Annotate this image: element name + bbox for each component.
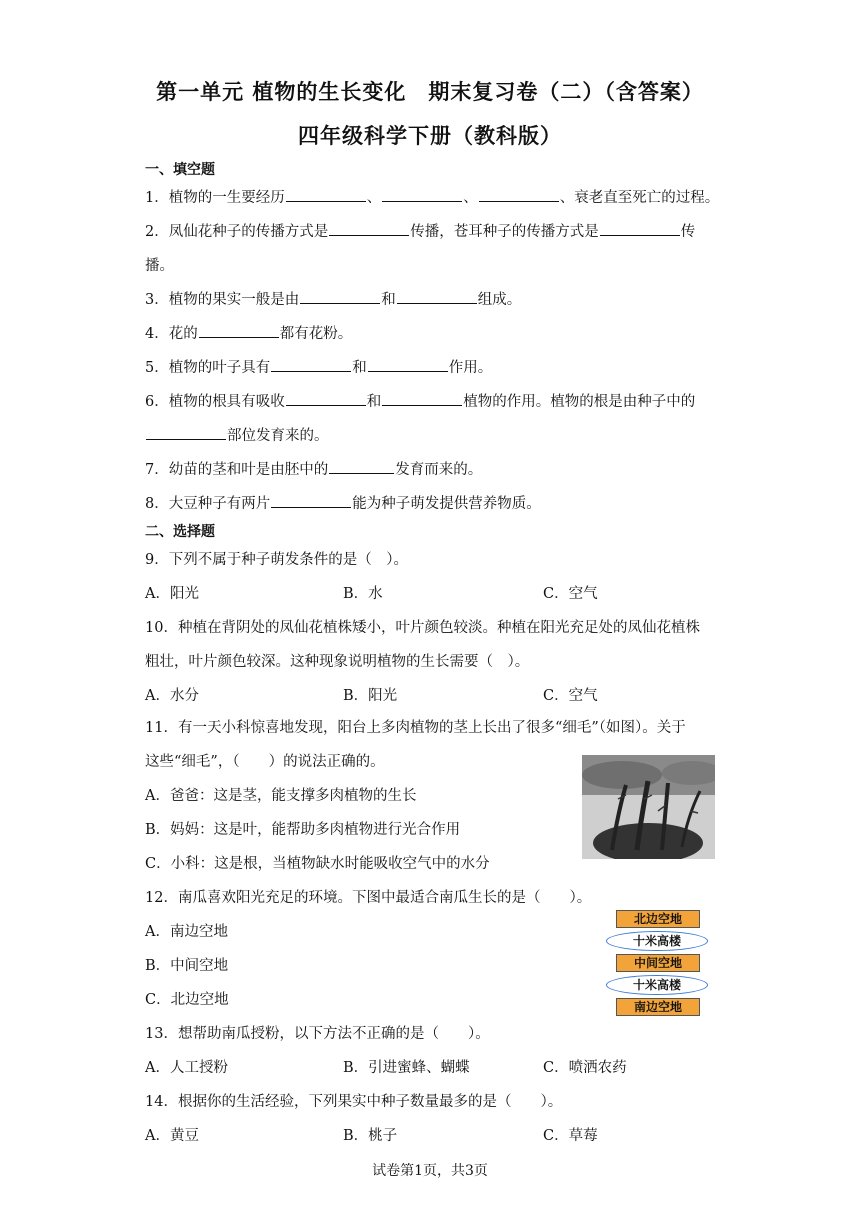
q10-option-b: B．阳光 [343,688,398,704]
question-4: 4．花的 都有花粉。 [145,322,352,343]
garden-diagram [606,908,710,1018]
middle-plot-label: 中间空地 [616,954,700,972]
question-14: 14．根据你的生活经验，下列果实中种子数量最多的是（ ）。 [145,1094,563,1110]
question-11: 11．有一天小科惊喜地发现，阳台上多肉植物的茎上长出了很多“细毛”（如图）。关于 [145,720,686,736]
question-5: 5．植物的叶子具有 和 作用。 [145,356,492,377]
q10-option-c: C．空气 [543,688,598,704]
question-7: 7．幼苗的茎和叶是由胚中的 发育而来的。 [145,458,482,479]
page-title: 第一单元 植物的生长变化 期末复习卷（二）（含答案） [156,79,704,104]
q12-option-c: C．北边空地 [145,992,229,1008]
question-2-cont: 播。 [145,258,174,274]
q14-option-a: A．黄豆 [145,1128,199,1144]
building-label-2: 十米高楼 [606,975,708,995]
q9-option-a: A．阳光 [145,586,199,602]
page-footer: 试卷第1页，共3页 [372,1163,488,1179]
building-label-1: 十米高楼 [606,931,708,951]
q10-option-a: A．水分 [145,688,199,704]
q9-option-c: C．空气 [543,586,598,602]
question-6-cont: 部位发育来的。 [145,424,329,445]
question-3: 3．植物的果实一般是由 和 组成。 [145,288,521,309]
question-6: 6．植物的根具有吸收 和 植物的作用。植物的根是由种子中的 [145,390,695,411]
q11-option-c: C．小科：这是根，当植物缺水时能吸收空气中的水分 [145,856,490,872]
question-9: 9．下列不属于种子萌发条件的是（ ）。 [145,552,408,568]
south-plot-label: 南边空地 [616,998,700,1016]
succulent-photo-drawing [582,755,715,859]
question-11-cont: 这些“细毛”，（ ）的说法正确的。 [145,754,385,770]
q13-option-a: A．人工授粉 [145,1060,228,1076]
question-8: 8．大豆种子有两片 能为种子萌发提供营养物质。 [145,492,541,513]
q12-option-b: B．中间空地 [145,958,229,974]
q14-option-b: B．桃子 [343,1128,398,1144]
page-subtitle: 四年级科学下册（教科版） [298,123,562,148]
north-plot-label: 北边空地 [616,910,700,928]
question-2: 2．凤仙花种子的传播方式是 传播，苍耳种子的传播方式是 传 [145,220,695,241]
q13-option-c: C．喷洒农药 [543,1060,627,1076]
q12-option-a: A．南边空地 [145,924,228,940]
q13-option-b: B．引进蜜蜂、蝴蝶 [343,1060,470,1076]
succulent-photo [582,755,715,859]
section-fill-in-blank: 一、填空题 [145,162,215,178]
section-multiple-choice: 二、选择题 [145,524,215,540]
question-10: 10．种植在背阴处的凤仙花植株矮小，叶片颜色较淡。种植在阳光充足处的凤仙花植株 [145,620,700,636]
q9-option-b: B．水 [343,586,383,602]
q14-option-c: C．草莓 [543,1128,598,1144]
question-13: 13．想帮助南瓜授粉，以下方法不正确的是（ ）。 [145,1026,490,1042]
q11-option-b: B．妈妈：这是叶，能帮助多肉植物进行光合作用 [145,822,461,838]
question-1: 1．植物的一生要经历 、 、 、衰老直至死亡的过程。 [145,186,719,207]
q11-option-a: A．爸爸：这是茎，能支撑多肉植物的生长 [145,788,417,804]
question-12: 12．南瓜喜欢阳光充足的环境。下图中最适合南瓜生长的是（ ）。 [145,890,592,906]
question-10-cont: 粗壮，叶片颜色较深。这种现象说明植物的生长需要（ ）。 [145,654,530,670]
